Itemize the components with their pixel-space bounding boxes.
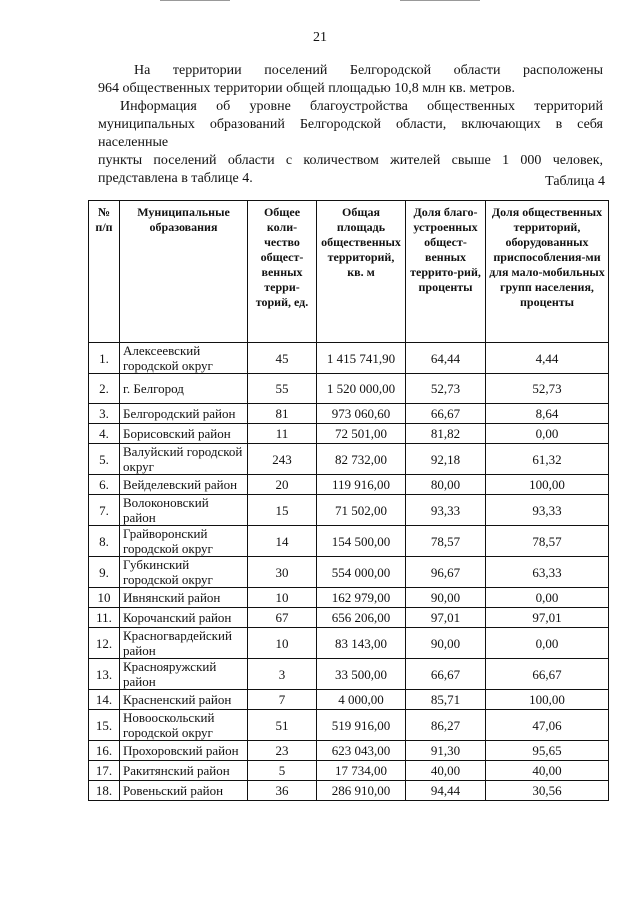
row-count: 7: [248, 690, 317, 710]
row-accessible-share: 0,00: [486, 628, 609, 659]
row-accessible-share: 97,01: [486, 608, 609, 628]
row-count: 14: [248, 526, 317, 557]
row-count: 15: [248, 495, 317, 526]
row-municipality: Волоконовский район: [120, 495, 248, 526]
row-improved-share: 80,00: [406, 475, 486, 495]
row-improved-share: 81,82: [406, 424, 486, 444]
row-number: 5.: [89, 444, 120, 475]
row-area: 656 206,00: [317, 608, 406, 628]
row-municipality: Вейделевский район: [120, 475, 248, 495]
row-accessible-share: 66,67: [486, 659, 609, 690]
row-number: 4.: [89, 424, 120, 444]
row-municipality: Валуйский городской округ: [120, 444, 248, 475]
table-row: [89, 343, 609, 374]
row-improved-share: 52,73: [406, 374, 486, 404]
row-area: 973 060,60: [317, 404, 406, 424]
paragraph-1: [98, 62, 603, 98]
row-accessible-share: 63,33: [486, 557, 609, 588]
header-total-count: Общее коли-чество общест-венных терри-торий, ед.: [248, 201, 317, 343]
row-count: 45: [248, 343, 317, 374]
row-accessible-share: 61,32: [486, 444, 609, 475]
row-number: 2.: [89, 374, 120, 404]
row-municipality: Прохоровский район: [120, 741, 248, 761]
paragraph-2-line-3: пункты поселений области с количеством жителей свыше 1 000 человек,: [98, 153, 603, 168]
table-row: [89, 495, 609, 526]
row-municipality: Красногвардейский район: [120, 628, 248, 659]
table-row: [89, 781, 609, 801]
row-accessible-share: 8,64: [486, 404, 609, 424]
row-count: 30: [248, 557, 317, 588]
row-number: 15.: [89, 710, 120, 741]
table-row: [89, 526, 609, 557]
row-number: 13.: [89, 659, 120, 690]
paragraph-1-line-1: На территории поселений Белгородской области расположены: [134, 63, 603, 78]
row-area: 286 910,00: [317, 781, 406, 801]
row-count: 81: [248, 404, 317, 424]
row-accessible-share: 93,33: [486, 495, 609, 526]
row-municipality: Красненский район: [120, 690, 248, 710]
row-area: 119 916,00: [317, 475, 406, 495]
row-accessible-share: 47,06: [486, 710, 609, 741]
row-count: 55: [248, 374, 317, 404]
row-improved-share: 40,00: [406, 761, 486, 781]
row-number: 11.: [89, 608, 120, 628]
row-area: 154 500,00: [317, 526, 406, 557]
row-number: 7.: [89, 495, 120, 526]
row-count: 67: [248, 608, 317, 628]
table-row: [89, 710, 609, 741]
row-improved-share: 66,67: [406, 404, 486, 424]
table-row: [89, 424, 609, 444]
row-municipality: Губкинский городской округ: [120, 557, 248, 588]
row-area: 17 734,00: [317, 761, 406, 781]
row-area: 162 979,00: [317, 588, 406, 608]
row-area: 623 043,00: [317, 741, 406, 761]
row-count: 11: [248, 424, 317, 444]
header-improved-share: Доля благо-устроенных общест-венных террито-рий, проценты: [406, 201, 486, 343]
table-row: [89, 659, 609, 690]
table-body: [89, 343, 609, 801]
row-municipality: Ракитянский район: [120, 761, 248, 781]
row-accessible-share: 30,56: [486, 781, 609, 801]
territories-table: [88, 200, 609, 801]
row-improved-share: 97,01: [406, 608, 486, 628]
row-number: 10: [89, 588, 120, 608]
row-count: 20: [248, 475, 317, 495]
row-accessible-share: 78,57: [486, 526, 609, 557]
row-improved-share: 94,44: [406, 781, 486, 801]
row-count: 5: [248, 761, 317, 781]
row-number: 18.: [89, 781, 120, 801]
row-area: 82 732,00: [317, 444, 406, 475]
row-municipality: Корочанский район: [120, 608, 248, 628]
row-number: 16.: [89, 741, 120, 761]
table-row: [89, 588, 609, 608]
row-area: 72 501,00: [317, 424, 406, 444]
row-municipality: Борисовский район: [120, 424, 248, 444]
paragraph-2-line-4: представлена в таблице 4.: [98, 171, 253, 186]
header-municipality: Муниципальные образования: [120, 201, 248, 343]
paragraph-2-line-1: Информация об уровне благоустройства общественных территорий: [120, 99, 603, 114]
table-row: [89, 475, 609, 495]
table-row: [89, 690, 609, 710]
row-count: 23: [248, 741, 317, 761]
scan-top-line-right: [400, 0, 480, 1]
row-accessible-share: 52,73: [486, 374, 609, 404]
row-number: 1.: [89, 343, 120, 374]
row-area: 83 143,00: [317, 628, 406, 659]
row-number: 8.: [89, 526, 120, 557]
row-count: 243: [248, 444, 317, 475]
row-accessible-share: 40,00: [486, 761, 609, 781]
header-accessible-share: Доля общественных территорий, оборудованных приспособления-ми для мало-мобильных групп населения, проценты: [486, 201, 609, 343]
scan-top-line-left: [160, 0, 230, 1]
row-area: 519 916,00: [317, 710, 406, 741]
row-area: 1 415 741,90: [317, 343, 406, 374]
row-number: 3.: [89, 404, 120, 424]
table-row: [89, 741, 609, 761]
row-area: 554 000,00: [317, 557, 406, 588]
row-municipality: Новооскольский городской округ: [120, 710, 248, 741]
row-improved-share: 90,00: [406, 588, 486, 608]
header-number: № п/п: [89, 201, 120, 343]
row-improved-share: 86,27: [406, 710, 486, 741]
row-area: 1 520 000,00: [317, 374, 406, 404]
row-improved-share: 78,57: [406, 526, 486, 557]
row-accessible-share: 95,65: [486, 741, 609, 761]
row-municipality: г. Белгород: [120, 374, 248, 404]
table-row: [89, 404, 609, 424]
table-row: [89, 628, 609, 659]
row-count: 51: [248, 710, 317, 741]
row-municipality: Алексеевский городской округ: [120, 343, 248, 374]
table-row: [89, 608, 609, 628]
row-accessible-share: 100,00: [486, 690, 609, 710]
row-number: 9.: [89, 557, 120, 588]
row-number: 6.: [89, 475, 120, 495]
header-total-area: Общая площадь общественных территорий, кв. м: [317, 201, 406, 343]
row-municipality: Ровеньский район: [120, 781, 248, 801]
row-municipality: Белгородский район: [120, 404, 248, 424]
row-area: 4 000,00: [317, 690, 406, 710]
row-number: 14.: [89, 690, 120, 710]
row-improved-share: 90,00: [406, 628, 486, 659]
paragraph-1-line-2: 964 общественных территории общей площадью 10,8 млн кв. метров.: [98, 81, 515, 96]
row-count: 10: [248, 588, 317, 608]
row-count: 3: [248, 659, 317, 690]
row-area: 71 502,00: [317, 495, 406, 526]
row-improved-share: 85,71: [406, 690, 486, 710]
row-municipality: Ивнянский район: [120, 588, 248, 608]
table-row: [89, 374, 609, 404]
table-row: [89, 761, 609, 781]
row-improved-share: 66,67: [406, 659, 486, 690]
row-accessible-share: 0,00: [486, 424, 609, 444]
table-row: [89, 444, 609, 475]
row-number: 17.: [89, 761, 120, 781]
row-number: 12.: [89, 628, 120, 659]
row-municipality: Грайворонский городской округ: [120, 526, 248, 557]
row-improved-share: 92,18: [406, 444, 486, 475]
row-accessible-share: 0,00: [486, 588, 609, 608]
paragraph-2-line-2: муниципальных образований Белгородской области, включающих в себя населенные: [98, 117, 603, 150]
row-accessible-share: 4,44: [486, 343, 609, 374]
table-caption: Таблица 4: [545, 174, 605, 189]
row-improved-share: 91,30: [406, 741, 486, 761]
row-improved-share: 64,44: [406, 343, 486, 374]
row-improved-share: 96,67: [406, 557, 486, 588]
row-count: 10: [248, 628, 317, 659]
page-number: 21: [313, 30, 327, 45]
row-municipality: Краснояружский район: [120, 659, 248, 690]
row-area: 33 500,00: [317, 659, 406, 690]
row-count: 36: [248, 781, 317, 801]
row-improved-share: 93,33: [406, 495, 486, 526]
table-row: [89, 557, 609, 588]
row-accessible-share: 100,00: [486, 475, 609, 495]
table-header-row: [89, 201, 609, 343]
